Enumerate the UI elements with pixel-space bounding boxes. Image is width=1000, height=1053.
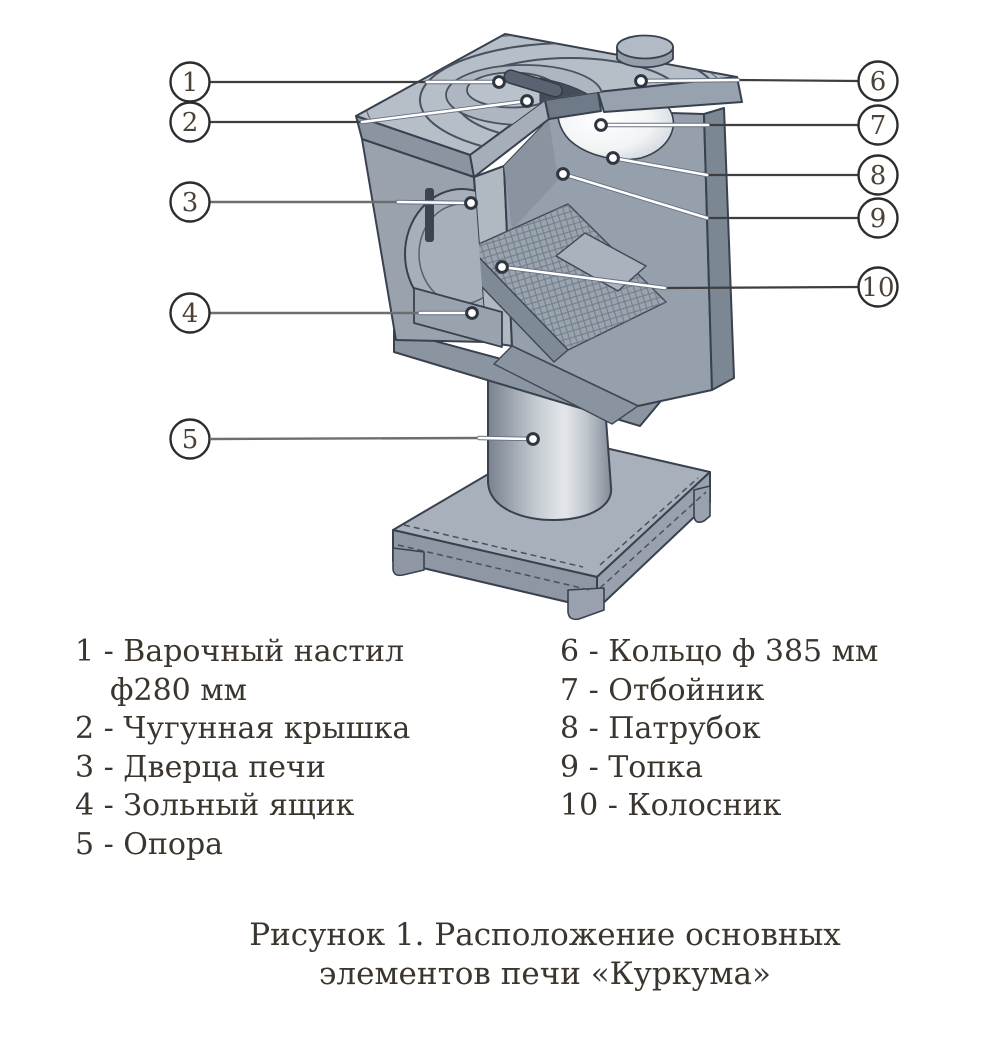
legend-item-6: 6 - Кольцо ф 385 мм: [560, 634, 879, 669]
callout-6-number: 6: [869, 67, 887, 97]
callout-5: [171, 420, 210, 459]
marker-dot-9: [558, 169, 569, 180]
callout-6: [859, 62, 898, 101]
callout-8: [859, 156, 898, 195]
figure-caption-line-1: Рисунок 1. Расположение основных: [249, 917, 841, 953]
callout-3: [171, 183, 210, 222]
legend-left-column: [75, 633, 410, 864]
flue-collar: [617, 36, 673, 68]
legend-item-2: 2 - Чугунная крышка: [75, 711, 411, 746]
callout-4-number: 4: [181, 299, 199, 329]
marker-dot-7: [596, 120, 607, 131]
callout-1-number: 1: [181, 68, 199, 98]
marker-dot-4: [467, 308, 478, 319]
figure-caption-line-2: элементов печи «Куркума»: [319, 956, 771, 992]
legend-item-10: 10 - Колосник: [560, 788, 782, 823]
leader-5-inner: [479, 438, 533, 439]
door-hinge-slot: [425, 188, 434, 242]
legend-item-1: 1 - Варочный настил: [75, 634, 405, 669]
marker-dot-10: [497, 262, 508, 273]
marker-dot-6: [636, 76, 647, 87]
flue-collar-top: [617, 36, 673, 59]
callout-7-number: 7: [869, 111, 887, 141]
callout-2: [171, 103, 210, 142]
base-foot-left: [393, 548, 424, 575]
legend-item-3: 3 - Дверца печи: [75, 749, 326, 785]
callout-10: [859, 268, 898, 307]
marker-dot-3: [466, 198, 477, 209]
callout-4: [171, 294, 210, 333]
callout-9: [859, 199, 898, 238]
callout-1: [171, 63, 210, 102]
base-foot-center: [568, 588, 604, 619]
marker-dot-2: [522, 96, 533, 107]
callout-7: [859, 106, 898, 145]
callout-2-number: 2: [181, 108, 199, 138]
leader-3-inner: [398, 202, 471, 203]
legend-right-column: [560, 633, 878, 826]
callout-10-number: 10: [861, 273, 895, 303]
leader-5-outer: [211, 438, 479, 439]
marker-dot-8: [608, 153, 619, 164]
base-foot-right: [694, 486, 710, 522]
leader-6-inner: [641, 80, 738, 81]
callout-9-number: 9: [869, 204, 887, 234]
figure-caption: [90, 916, 1000, 994]
leader-10-outer: [665, 287, 859, 288]
legend-item-7: 7 - Отбойник: [560, 672, 765, 708]
marker-dot-1: [494, 77, 505, 88]
legend-item-9: 9 - Топка: [560, 749, 703, 785]
legend-item-4: 4 - Зольный ящик: [75, 788, 355, 823]
legend-item-5: 5 - Опора: [75, 826, 224, 862]
legend-item-8: 8 - Патрубок: [560, 711, 761, 746]
callout-8-number: 8: [869, 161, 887, 191]
callout-5-number: 5: [181, 425, 199, 455]
legend-item-1-wrap: ф280 мм: [110, 672, 247, 708]
marker-dot-5: [528, 434, 539, 445]
leader-6-outer: [738, 80, 859, 81]
callout-3-number: 3: [181, 188, 199, 218]
